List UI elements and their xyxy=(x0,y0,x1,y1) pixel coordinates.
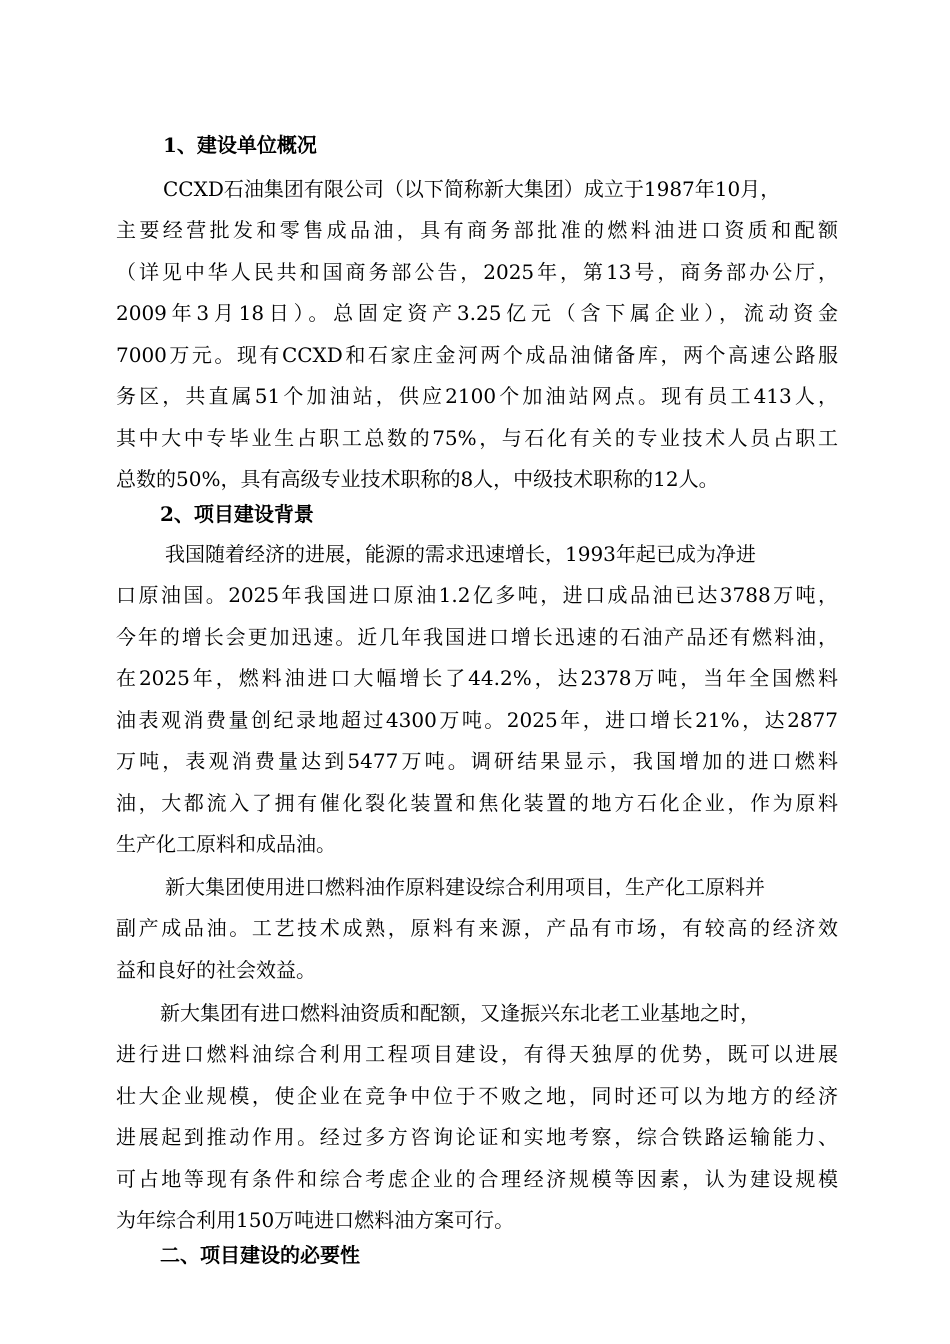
section-heading-2: 2、项目建设背景 xyxy=(160,502,314,526)
text-line: 今年的增长会更加迅速。近几年我国进口增长迅速的石油产品还有燃料油， xyxy=(116,625,838,649)
text-line: 为年综合利用150万吨进口燃料油方案可行。 xyxy=(116,1208,515,1232)
text-line: CCXD石油集团有限公司（以下简称新大集团）成立于1987年10月， xyxy=(163,177,781,201)
text-line: 总数的50%，具有高级专业技术职称的8人，中级技术职称的12人。 xyxy=(116,467,719,491)
text-line: 2009年3月18日）。总固定资产3.25亿元（含下属企业），流动资金 xyxy=(116,301,838,325)
text-line: 进展起到推动作用。经过多方咨询论证和实地考察，综合铁路运输能力、 xyxy=(116,1125,838,1149)
text-line: 万吨，表观消费量达到5477万吨。调研结果显示，我国增加的进口燃料 xyxy=(116,749,838,773)
text-line: 在2025年，燃料油进口大幅增长了44.2%，达2378万吨，当年全国燃料 xyxy=(116,666,838,690)
text-line: 可占地等现有条件和综合考虑企业的合理经济规模等因素，认为建设规模 xyxy=(116,1167,838,1191)
text-line: （详见中华人民共和国商务部公告，2025年，第13号，商务部办公厅， xyxy=(116,260,838,284)
text-line: 口原油国。2025年我国进口原油1.2亿多吨，进口成品油已达3788万吨， xyxy=(116,583,838,607)
text-line: 主要经营批发和零售成品油，具有商务部批准的燃料油进口资质和配额 xyxy=(116,218,838,242)
text-line: 7000万元。现有CCXD和石家庄金河两个成品油储备库，两个高速公路服 xyxy=(116,343,838,367)
text-line: 其中大中专毕业生占职工总数的75%，与石化有关的专业技术人员占职工 xyxy=(116,426,838,450)
text-line: 油表观消费量创纪录地超过4300万吨。2025年，进口增长21%，达2877 xyxy=(116,708,838,732)
text-line: 我国随着经济的进展，能源的需求迅速增长，1993年起已成为净进 xyxy=(165,542,756,566)
section-heading-1: 1、建设单位概况 xyxy=(163,133,317,157)
text-line: 生产化工原料和成品油。 xyxy=(116,832,336,856)
text-line: 副产成品油。工艺技术成熟，原料有来源，产品有市场，有较高的经济效 xyxy=(116,916,838,940)
text-line: 进行进口燃料油综合利用工程项目建设，有得天独厚的优势，既可以进展 xyxy=(116,1042,838,1066)
text-line: 益和良好的社会效益。 xyxy=(116,958,316,982)
text-line: 油，大都流入了拥有催化裂化装置和焦化装置的地方石化企业，作为原料 xyxy=(116,791,838,815)
section-heading-3: 二、项目建设的必要性 xyxy=(160,1243,360,1267)
text-line: 务区，共直属51个加油站，供应2100个加油站网点。现有员工413人， xyxy=(116,384,838,408)
text-line: 壮大企业规模，使企业在竞争中位于不败之地，同时还可以为地方的经济 xyxy=(116,1084,838,1108)
text-line: 新大集团有进口燃料油资质和配额，又逢振兴东北老工业基地之时， xyxy=(160,1001,760,1025)
text-line: 新大集团使用进口燃料油作原料建设综合利用项目，生产化工原料并 xyxy=(165,875,765,899)
